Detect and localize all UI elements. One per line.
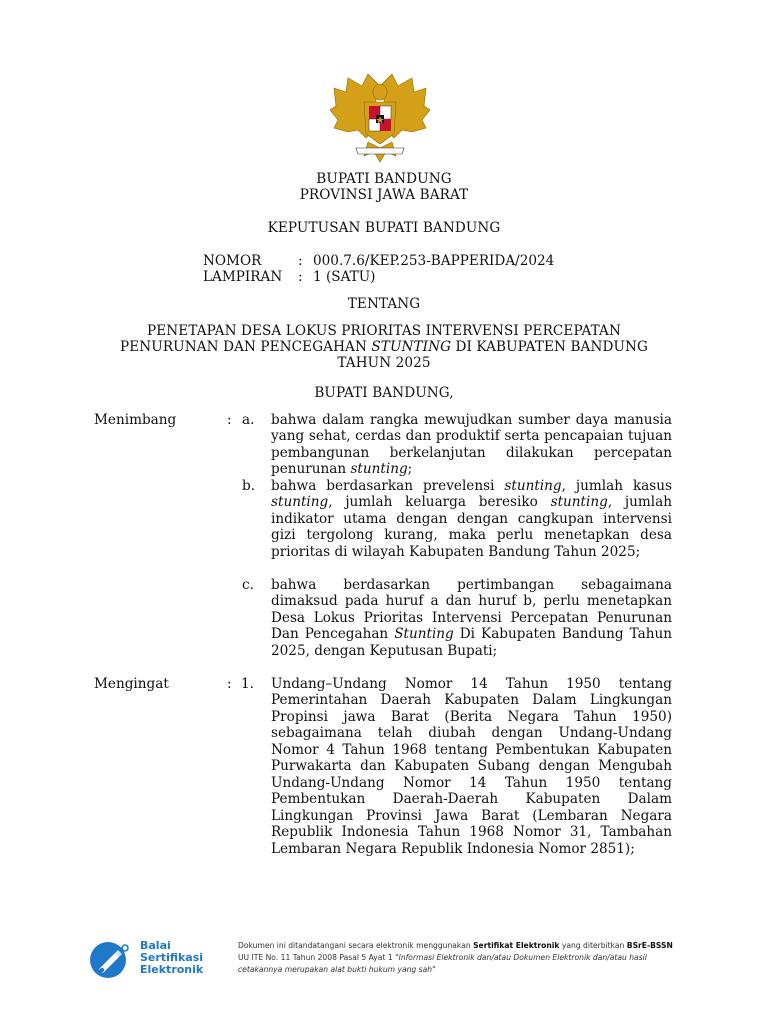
- title-line-1: PENETAPAN DESA LOKUS PRIORITAS INTERVENSI PERCEPATAN: [147, 323, 621, 339]
- logo-line-2: Sertifikasi: [140, 951, 204, 964]
- title-line-2: [0, 339, 768, 356]
- nomor-colon: :: [298, 253, 303, 269]
- garuda-pancasila-emblem-icon: [328, 72, 432, 164]
- lampiran-row: [203, 269, 603, 286]
- menimbang-marker-a: a.: [242, 412, 255, 428]
- bupati-heading: BUPATI BANDUNG,: [314, 385, 454, 401]
- title-line-3: TAHUN 2025: [337, 355, 431, 371]
- menimbang-paragraph-c: [271, 577, 672, 659]
- menimbang-c-text: bahwa berdasarkan pertimbangan sebagaimana dimaksud pada huruf a dan huruf b, perlu menetapkan Desa Lokus Prioritas Intervensi Percepatan Penurunan Dan Pencegahan: [271, 577, 672, 643]
- menimbang-colon: :: [227, 412, 232, 428]
- menimbang-c-italic: Stunting: [394, 626, 454, 643]
- footer-line-1-mid: yang diterbitkan: [559, 941, 627, 950]
- menimbang-paragraph-a: [271, 412, 672, 478]
- footer-line-3: [238, 964, 738, 976]
- nomor-label: NOMOR: [203, 253, 262, 269]
- footer-line-3-italic: cetakannya merupakan alat bukti hukum yang sah: [238, 965, 433, 974]
- footer-bold-bsre: BSrE-BSSN: [626, 941, 673, 950]
- decree-title: KEPUTUSAN BUPATI BANDUNG: [267, 220, 501, 236]
- lampiran-colon: :: [298, 269, 303, 285]
- header-line-1: BUPATI BANDUNG: [316, 171, 452, 187]
- header-line-2: PROVINSI JAWA BARAT: [299, 187, 469, 203]
- menimbang-marker-b: b.: [242, 478, 256, 494]
- logo-line-3: Elektronik: [140, 963, 204, 976]
- mengingat-marker-1: 1.: [241, 676, 254, 692]
- footer-line-3-end: ": [432, 965, 436, 974]
- menimbang-marker-c: c.: [242, 577, 254, 593]
- title-line-2-rest: DI KABUPATEN BANDUNG: [451, 339, 648, 355]
- menimbang-c-end: Di Kabupaten Bandung Tahun 2025, dengan Keputusan Bupati;: [271, 626, 672, 659]
- footer-line-1-text: Dokumen ini ditandatangani secara elektronik menggunakan: [238, 941, 474, 950]
- title-line-2-text: PENURUNAN DAN PENCEGAHAN: [120, 339, 372, 355]
- logo-line-1: Balai: [140, 939, 171, 952]
- footer-line-2: [238, 952, 738, 964]
- menimbang-b-text-2: , jumlah kasus: [561, 478, 672, 494]
- mengingat-paragraph-1: Undang–Undang Nomor 14 Tahun 1950 tentang Pemerintahan Daerah Kabupaten Dalam Lingkungan Propinsi jawa Barat (Berita Negara Tahun 1950) sebagaimana telah diubah dengan Undang-Undang Nomor 4 Tahun 1968 tentang Pembentukan Kabupaten Purwakarta dan Kabupaten Subang dengan Mengubah Undang-Undang Nomor 14 Tahun 1950 tentang Pembentukan Daerah-Daerah Kabupaten Dalam Lingkungan Provinsi Jawa Barat (Lembaran Negara Republik Indonesia Tahun 1968 Nomor 31, Tambahan Lembaran Negara Republik Indonesia Nomor 2851);: [271, 676, 672, 857]
- menimbang-b-text-3: , jumlah keluarga beresiko: [328, 494, 551, 511]
- menimbang-paragraph-b: [271, 478, 672, 560]
- bsre-pen-logo-icon: [88, 940, 132, 980]
- footer-line-1: [238, 940, 738, 952]
- menimbang-b-italic-3: stunting: [550, 494, 608, 511]
- footer-line-2-italic: Informasi Elektronik dan/atau Dokumen Elektronik dan/atau hasil: [398, 953, 647, 962]
- menimbang-b-text-1: bahwa berdasarkan prevelensi: [271, 478, 505, 494]
- menimbang-a-end: ;: [407, 461, 413, 478]
- menimbang-b-italic-2: stunting: [271, 494, 329, 511]
- signature-notice: [238, 940, 738, 976]
- lampiran-value: 1 (SATU): [313, 269, 376, 285]
- bsre-logo: [88, 940, 208, 980]
- mengingat-colon: :: [227, 676, 232, 692]
- menimbang-b-text-4: , jumlah indikator utama dengan dengan cangkupan intervensi gizi tergolong kurang, maka perlu menetapkan desa prioritas di wilayah Kabupaten Bandung Tahun 2025;: [271, 494, 672, 560]
- nomor-row: [203, 253, 603, 270]
- tentang-heading: TENTANG: [347, 296, 421, 312]
- lampiran-label: LAMPIRAN: [203, 269, 283, 285]
- menimbang-a-italic: stunting: [350, 461, 408, 478]
- menimbang-b-italic-1: stunting: [504, 478, 562, 494]
- menimbang-a-text: bahwa dalam rangka mewujudkan sumber daya manusia yang sehat, cerdas dan produktif serta pencapaian tujuan pembangunan berkelanjutan dilakukan percepatan penurunan: [271, 412, 672, 478]
- footer-bold-certificate: Sertifikat Elektronik: [473, 941, 560, 950]
- nomor-value: 000.7.6/KEP.253-BAPPERIDA/2024: [313, 253, 555, 269]
- footer-line-2-text: UU ITE No. 11 Tahun 2008 Pasal 5 Ayat 1 ": [238, 953, 399, 962]
- menimbang-label: Menimbang: [94, 412, 177, 428]
- title-stunting-italic: STUNTING: [371, 339, 452, 355]
- bsre-logo-text: [140, 940, 203, 976]
- mengingat-label: Mengingat: [94, 676, 169, 692]
